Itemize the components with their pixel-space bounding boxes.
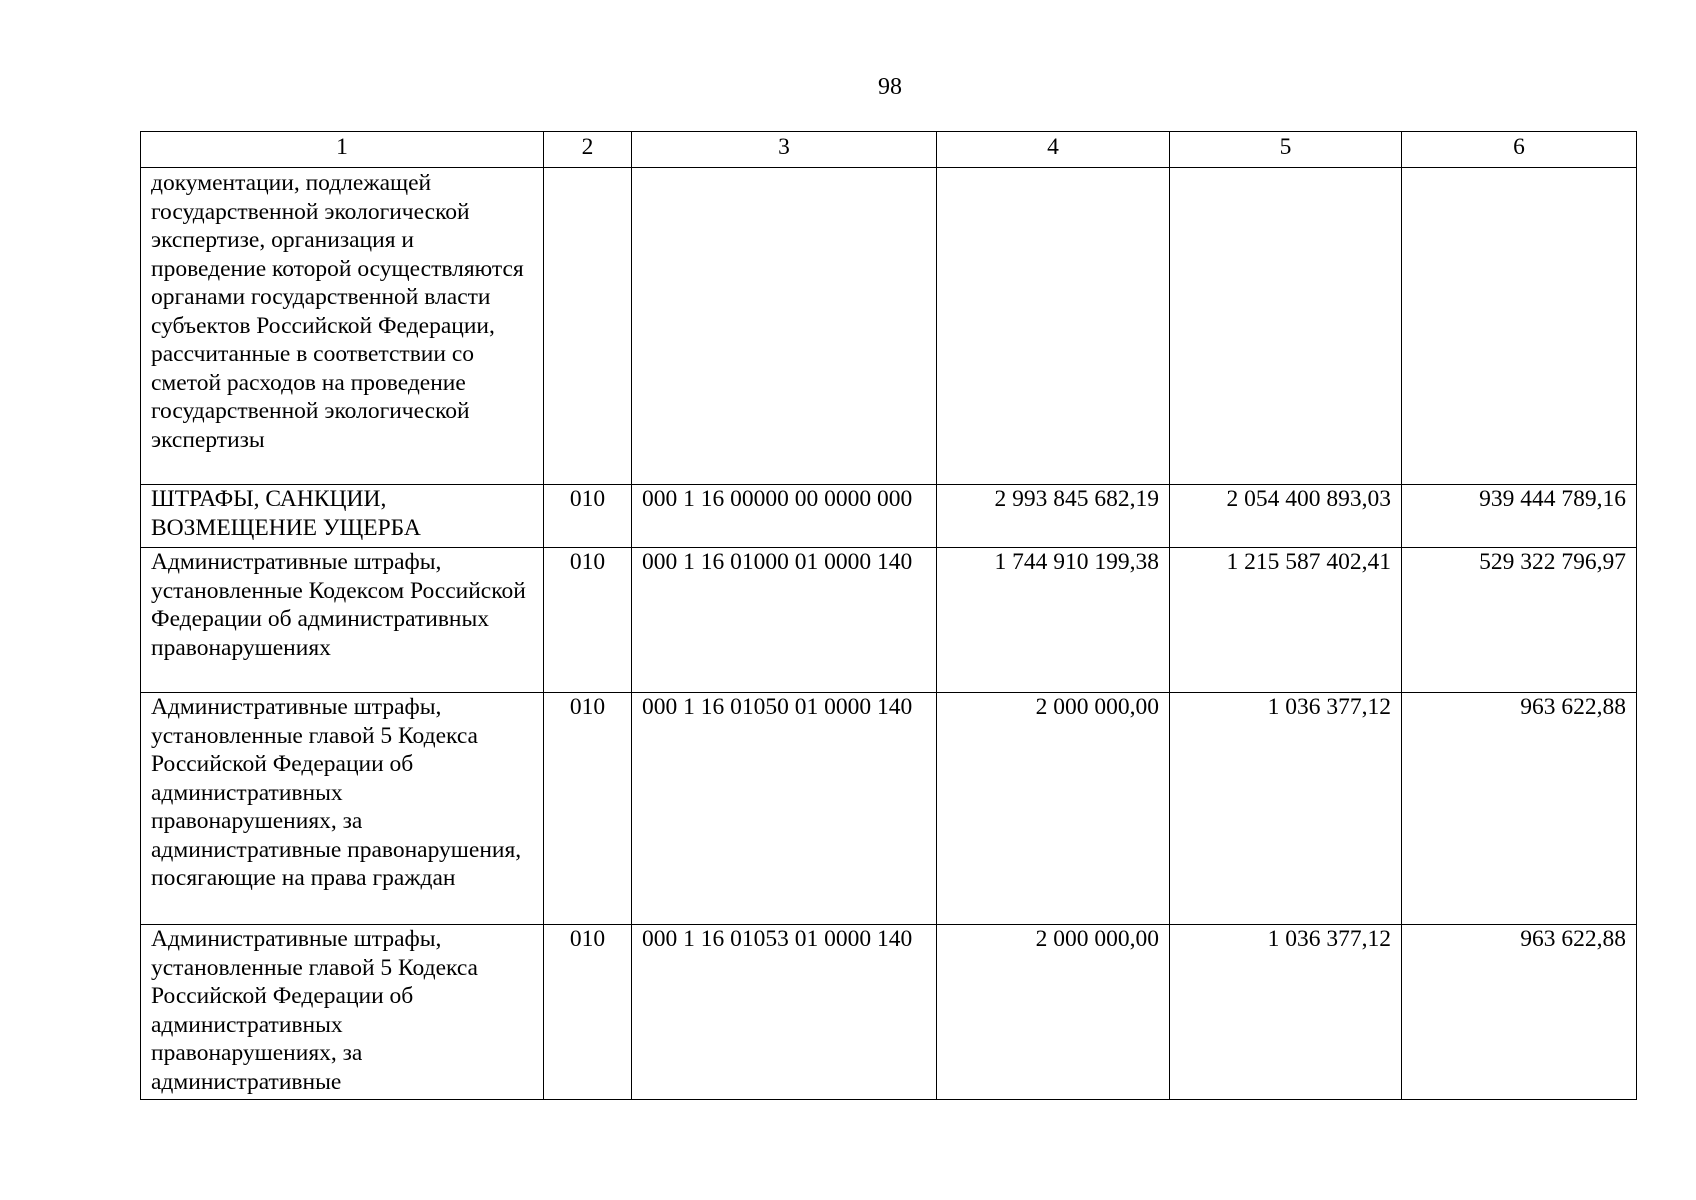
row-income-code: 000 1 16 01053 01 0000 140 [632,925,937,1100]
table-row [141,693,1637,925]
row-unexecuted [1402,168,1637,485]
row-unexecuted: 963 622,88 [1402,925,1637,1100]
row-approved: 2 993 845 682,19 [937,485,1170,548]
header-row [141,132,1637,168]
row-approved: 1 744 910 199,38 [937,548,1170,693]
table-row [141,548,1637,693]
row-name: документации, подлежащей государственной экологической экспертизе, организация и проведение которой осуществляются органами государственной власти субъектов Российской Федерации, рассчитанные в соответствии со сметой расходов на проведение государственной экологической экспертизы [141,168,544,485]
header-col-6: 6 [1402,132,1637,168]
row-executed: 1 215 587 402,41 [1170,548,1402,693]
row-line-code: 010 [544,548,632,693]
header-col-1: 1 [141,132,544,168]
table-row [141,485,1637,548]
row-line-code: 010 [544,693,632,925]
row-name: ШТРАФЫ, САНКЦИИ, ВОЗМЕЩЕНИЕ УЩЕРБА [141,485,544,548]
row-line-code [544,168,632,485]
row-approved [937,168,1170,485]
row-income-code: 000 1 16 01000 01 0000 140 [632,548,937,693]
page-number: 98 [878,74,902,100]
row-name: Административные штрафы, установленные главой 5 Кодекса Российской Федерации об административных правонарушениях, за административные [141,925,544,1100]
row-income-code: 000 1 16 00000 00 0000 000 [632,485,937,548]
row-approved: 2 000 000,00 [937,925,1170,1100]
header-col-2: 2 [544,132,632,168]
row-name: Административные штрафы, установленные Кодексом Российской Федерации об административных правонарушениях [141,548,544,693]
row-income-code [632,168,937,485]
header-col-5: 5 [1170,132,1402,168]
header-col-4: 4 [937,132,1170,168]
row-unexecuted: 963 622,88 [1402,693,1637,925]
row-executed: 1 036 377,12 [1170,925,1402,1100]
table-row [141,925,1637,1100]
row-executed: 2 054 400 893,03 [1170,485,1402,548]
table-row [141,168,1637,485]
row-executed: 1 036 377,12 [1170,693,1402,925]
income-table [140,131,1637,1100]
row-name: Административные штрафы, установленные главой 5 Кодекса Российской Федерации об административных правонарушениях, за административные правонарушения, посягающие на права граждан [141,693,544,925]
header-col-3: 3 [632,132,937,168]
row-line-code: 010 [544,485,632,548]
row-executed [1170,168,1402,485]
row-approved: 2 000 000,00 [937,693,1170,925]
row-income-code: 000 1 16 01050 01 0000 140 [632,693,937,925]
row-line-code: 010 [544,925,632,1100]
row-unexecuted: 529 322 796,97 [1402,548,1637,693]
row-unexecuted: 939 444 789,16 [1402,485,1637,548]
